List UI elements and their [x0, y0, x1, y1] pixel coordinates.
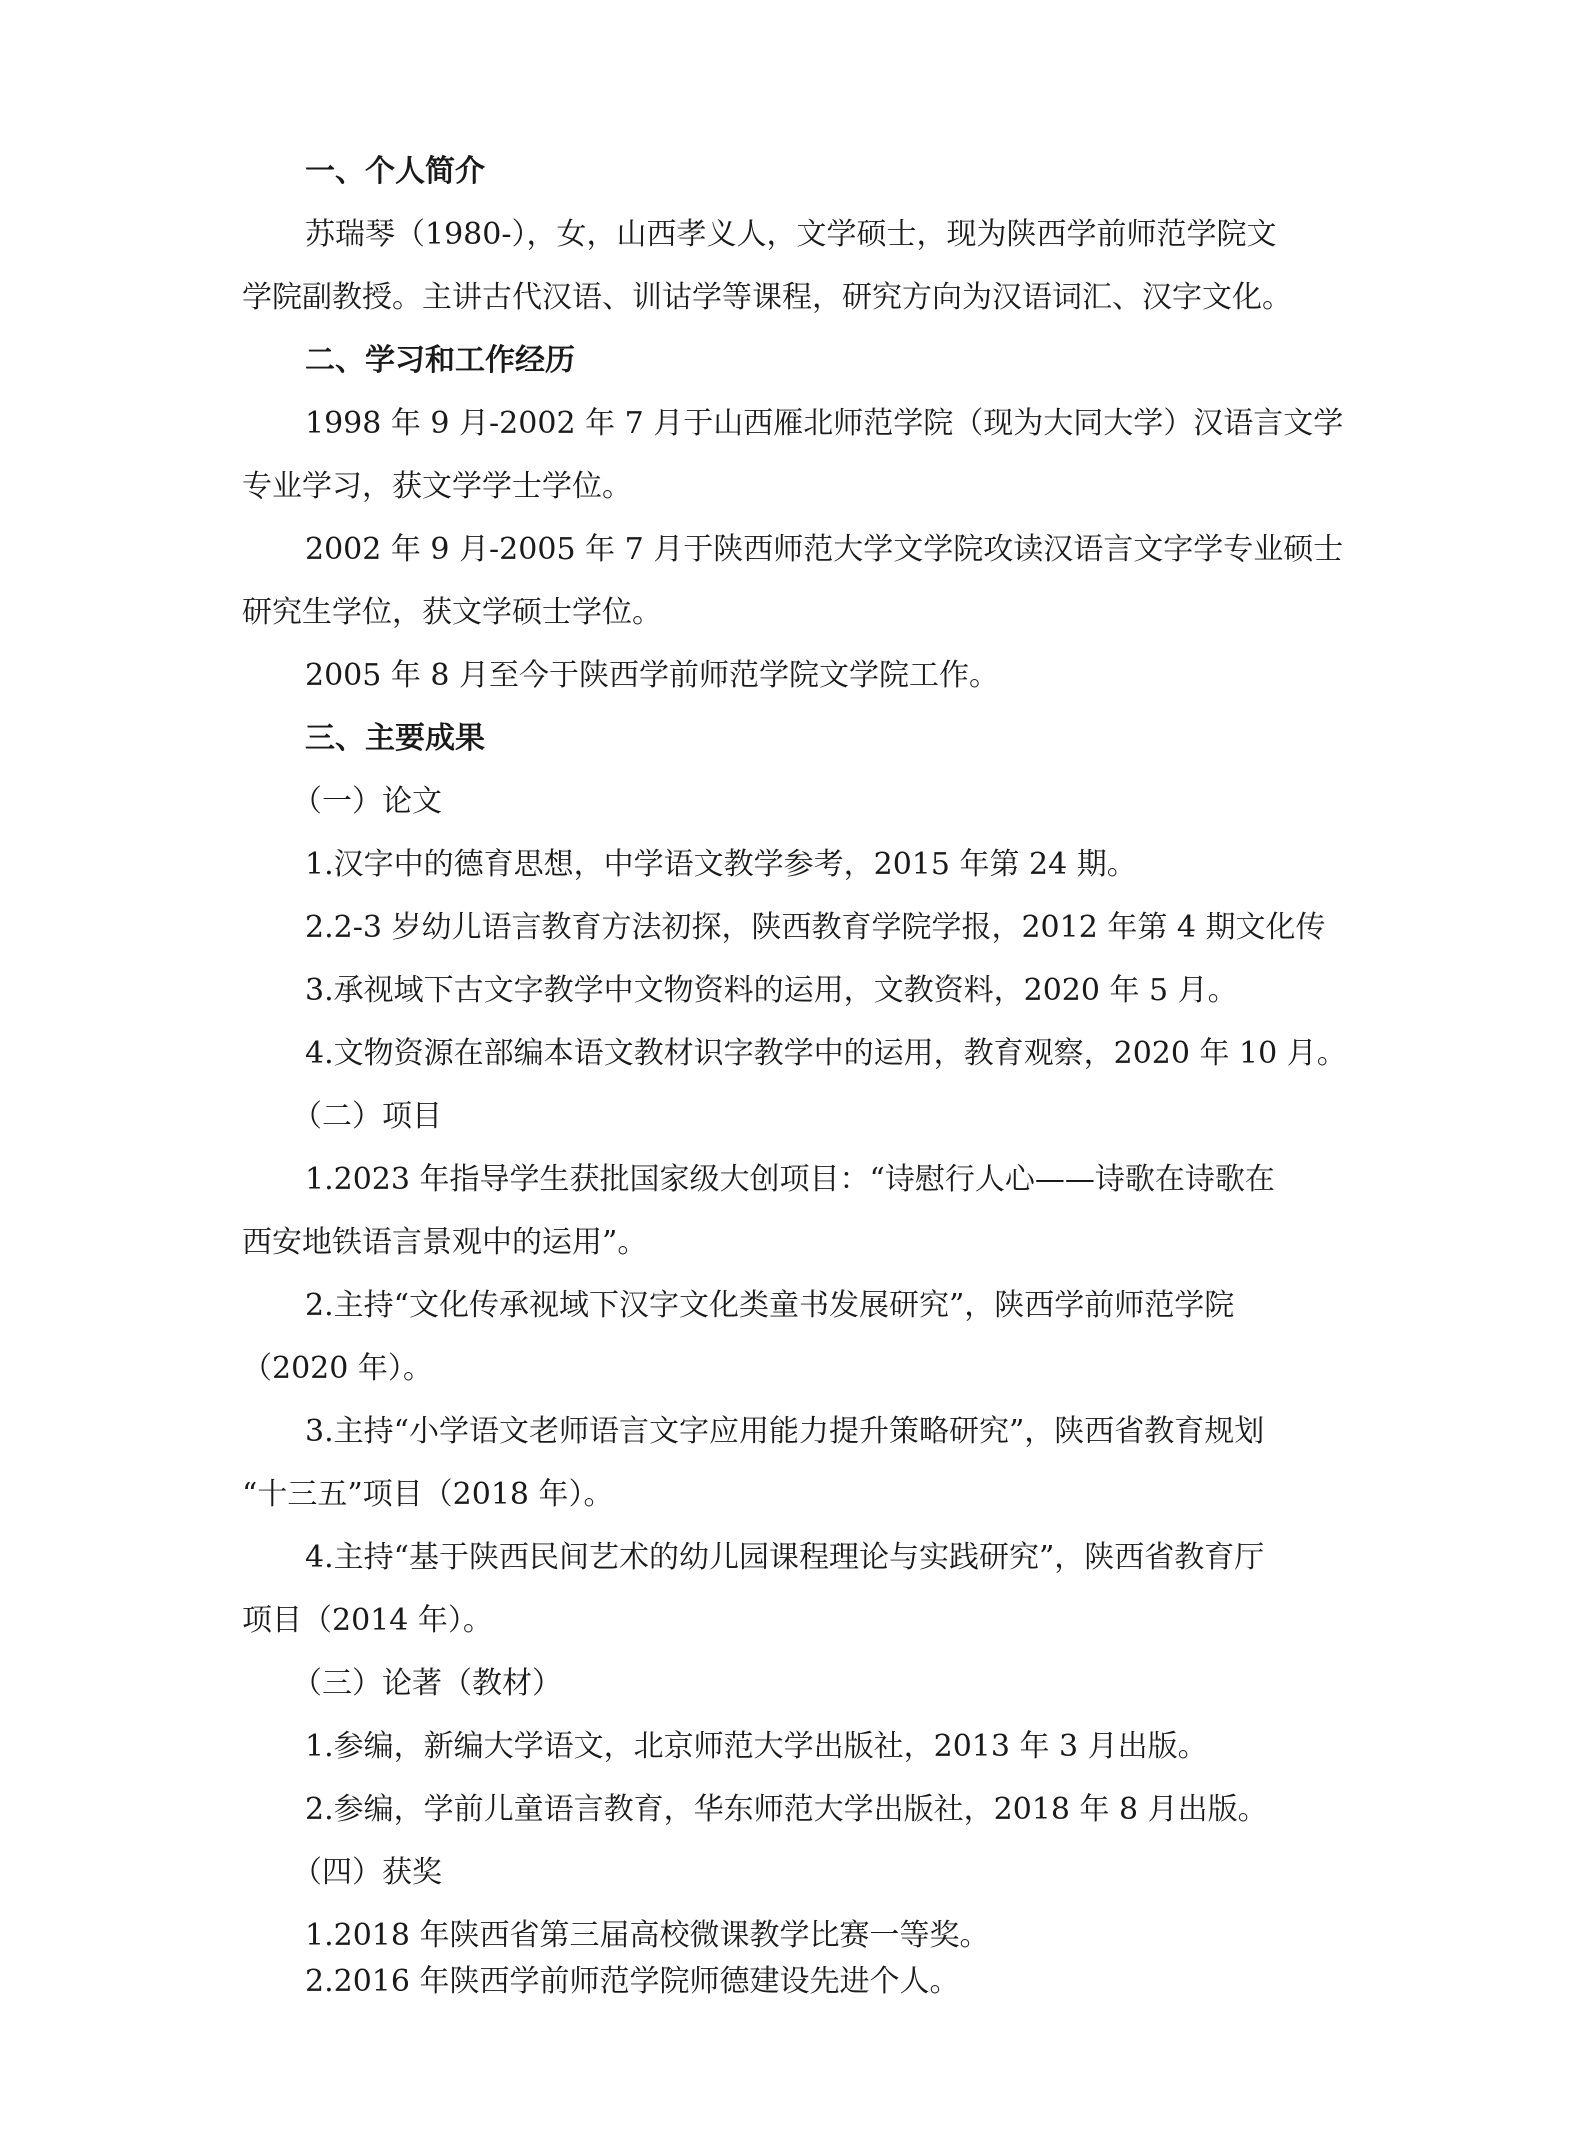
award-item-2: 2.2016 年陕西学前师范学院师德建设先进个人。 — [305, 1964, 960, 1999]
project-item-4-line-2: 项目（2014 年）。 — [242, 1603, 493, 1638]
paper-item-3: 3.承视域下古文字教学中文物资料的运用，文教资料，2020 年 5 月。 — [305, 973, 1238, 1008]
section-heading-achievements: 三、主要成果 — [305, 721, 485, 756]
project-item-3-line-2: “十三五”项目（2018 年）。 — [242, 1477, 614, 1512]
experience-item-1-line-2: 专业学习，获文学学士学位。 — [242, 469, 632, 504]
project-item-4-line-1: 4.主持“基于陕西民间艺术的幼儿园课程理论与实践研究”，陕西省教育厅 — [305, 1540, 1265, 1575]
project-item-3-line-1: 3.主持“小学语文老师语言文字应用能力提升策略研究”，陕西省教育规划 — [305, 1414, 1265, 1449]
paper-item-2: 2.2-3 岁幼儿语言教育方法初探，陕西教育学院学报，2012 年第 4 期文化传 — [305, 910, 1326, 945]
book-item-1: 1.参编，新编大学语文，北京师范大学出版社，2013 年 3 月出版。 — [305, 1729, 1208, 1764]
project-item-1-line-2: 西安地铁语言景观中的运用”。 — [242, 1225, 648, 1260]
experience-item-2-line-1: 2002 年 9 月-2005 年 7 月于陕西师范大学文学院攻读汉语言文字学专业硕士 — [305, 532, 1344, 567]
subsection-heading-books: （三）论著（教材） — [292, 1666, 562, 1701]
experience-item-3: 2005 年 8 月至今于陕西学前师范学院文学院工作。 — [305, 658, 1000, 693]
subsection-heading-projects: （二）项目 — [292, 1099, 442, 1134]
paper-item-1: 1.汉字中的德育思想，中学语文教学参考，2015 年第 24 期。 — [305, 847, 1137, 882]
subsection-heading-awards: （四）获奖 — [292, 1855, 442, 1890]
project-item-1-line-1: 1.2023 年指导学生获批国家级大创项目：“诗慰行人心——诗歌在诗歌在 — [305, 1162, 1275, 1197]
paper-item-4: 4.文物资源在部编本语文教材识字教学中的运用，教育观察，2020 年 10 月。 — [305, 1036, 1347, 1071]
experience-item-2-line-2: 研究生学位，获文学硕士学位。 — [242, 595, 662, 630]
experience-item-1-line-1: 1998 年 9 月-2002 年 7 月于山西雁北师范学院（现为大同大学）汉语言文学 — [305, 406, 1344, 441]
section-heading-profile: 一、个人简介 — [305, 154, 485, 189]
subsection-heading-papers: （一）论文 — [292, 784, 442, 819]
project-item-2-line-2: （2020 年）。 — [242, 1351, 433, 1386]
profile-paragraph-line-1: 苏瑞琴（1980-），女，山西孝义人，文学硕士，现为陕西学前师范学院文 — [305, 217, 1277, 252]
award-item-1: 1.2018 年陕西省第三届高校微课教学比赛一等奖。 — [305, 1918, 990, 1953]
profile-paragraph-line-2: 学院副教授。主讲古代汉语、训诂学等课程，研究方向为汉语词汇、汉字文化。 — [242, 280, 1292, 315]
section-heading-experience: 二、学习和工作经历 — [305, 343, 575, 378]
book-item-2: 2.参编，学前儿童语言教育，华东师范大学出版社，2018 年 8 月出版。 — [305, 1792, 1268, 1827]
project-item-2-line-1: 2.主持“文化传承视域下汉字文化类童书发展研究”，陕西学前师范学院 — [305, 1288, 1235, 1323]
